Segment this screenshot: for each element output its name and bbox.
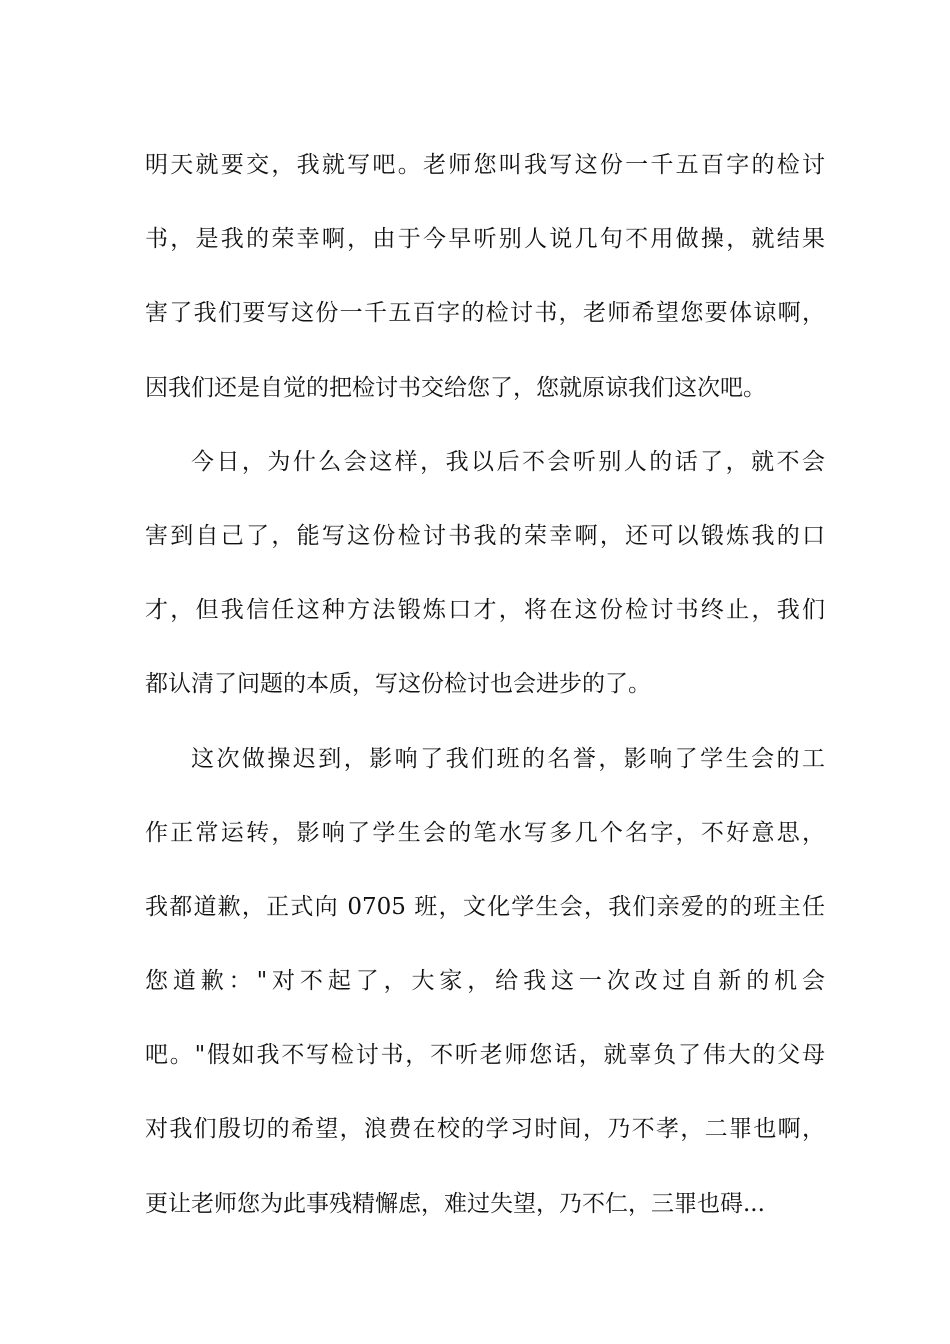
paragraph-3-line-3: 我都道歉，正式向 0705 班，文化学生会，我们亲爱的的班主任	[145, 893, 825, 920]
paragraph-1-line-1: 明天就要交，我就写吧。老师您叫我写这份一千五百字的检讨	[145, 152, 825, 178]
document-body	[145, 128, 825, 1241]
paragraph-3-line-2: 作正常运转，影响了学生会的笔水写多几个名字，不好意思，	[145, 819, 825, 846]
paragraph-2-line-3: 才，但我信任这种方法锻炼口才，将在这份检讨书终止，我们	[145, 597, 825, 624]
paragraph-2-line-4: 都认清了问题的本质，写这份检讨也会进步的了。	[145, 671, 651, 698]
paragraph-3-line-1: 这次做操迟到，影响了我们班的名誉，影响了学生会的工	[191, 745, 825, 772]
paragraph-2-line-1: 今日，为什么会这样，我以后不会听别人的话了，就不会	[191, 448, 825, 475]
paragraph-3-line-6: 对我们殷切的希望，浪费在校的学习时间，乃不孝，二罪也啊，	[145, 1116, 825, 1143]
paragraph-2-line-2: 害到自己了，能写这份检讨书我的荣幸啊，还可以锻炼我的口	[145, 522, 825, 549]
paragraph-3-line-5: 吧。"假如我不写检讨书，不听老师您话，就辜负了伟大的父母	[145, 1042, 825, 1069]
paragraph-3-line-7: 更让老师您为此事残精懈虑，难过失望，乃不仁，三罪也碍...	[145, 1190, 765, 1217]
paragraph-1-line-4: 因我们还是自觉的把检讨书交给您了，您就原谅我们这次吧。	[145, 374, 766, 401]
paragraph-1-line-3: 害了我们要写这份一千五百字的检讨书，老师希望您要体谅啊，	[145, 300, 825, 327]
paragraph-1-line-2: 书，是我的荣幸啊，由于今早听别人说几句不用做操，就结果	[145, 226, 825, 253]
paragraph-3-line-4: 您道歉："对不起了，大家，给我这一次改过自新的机会	[145, 968, 825, 995]
